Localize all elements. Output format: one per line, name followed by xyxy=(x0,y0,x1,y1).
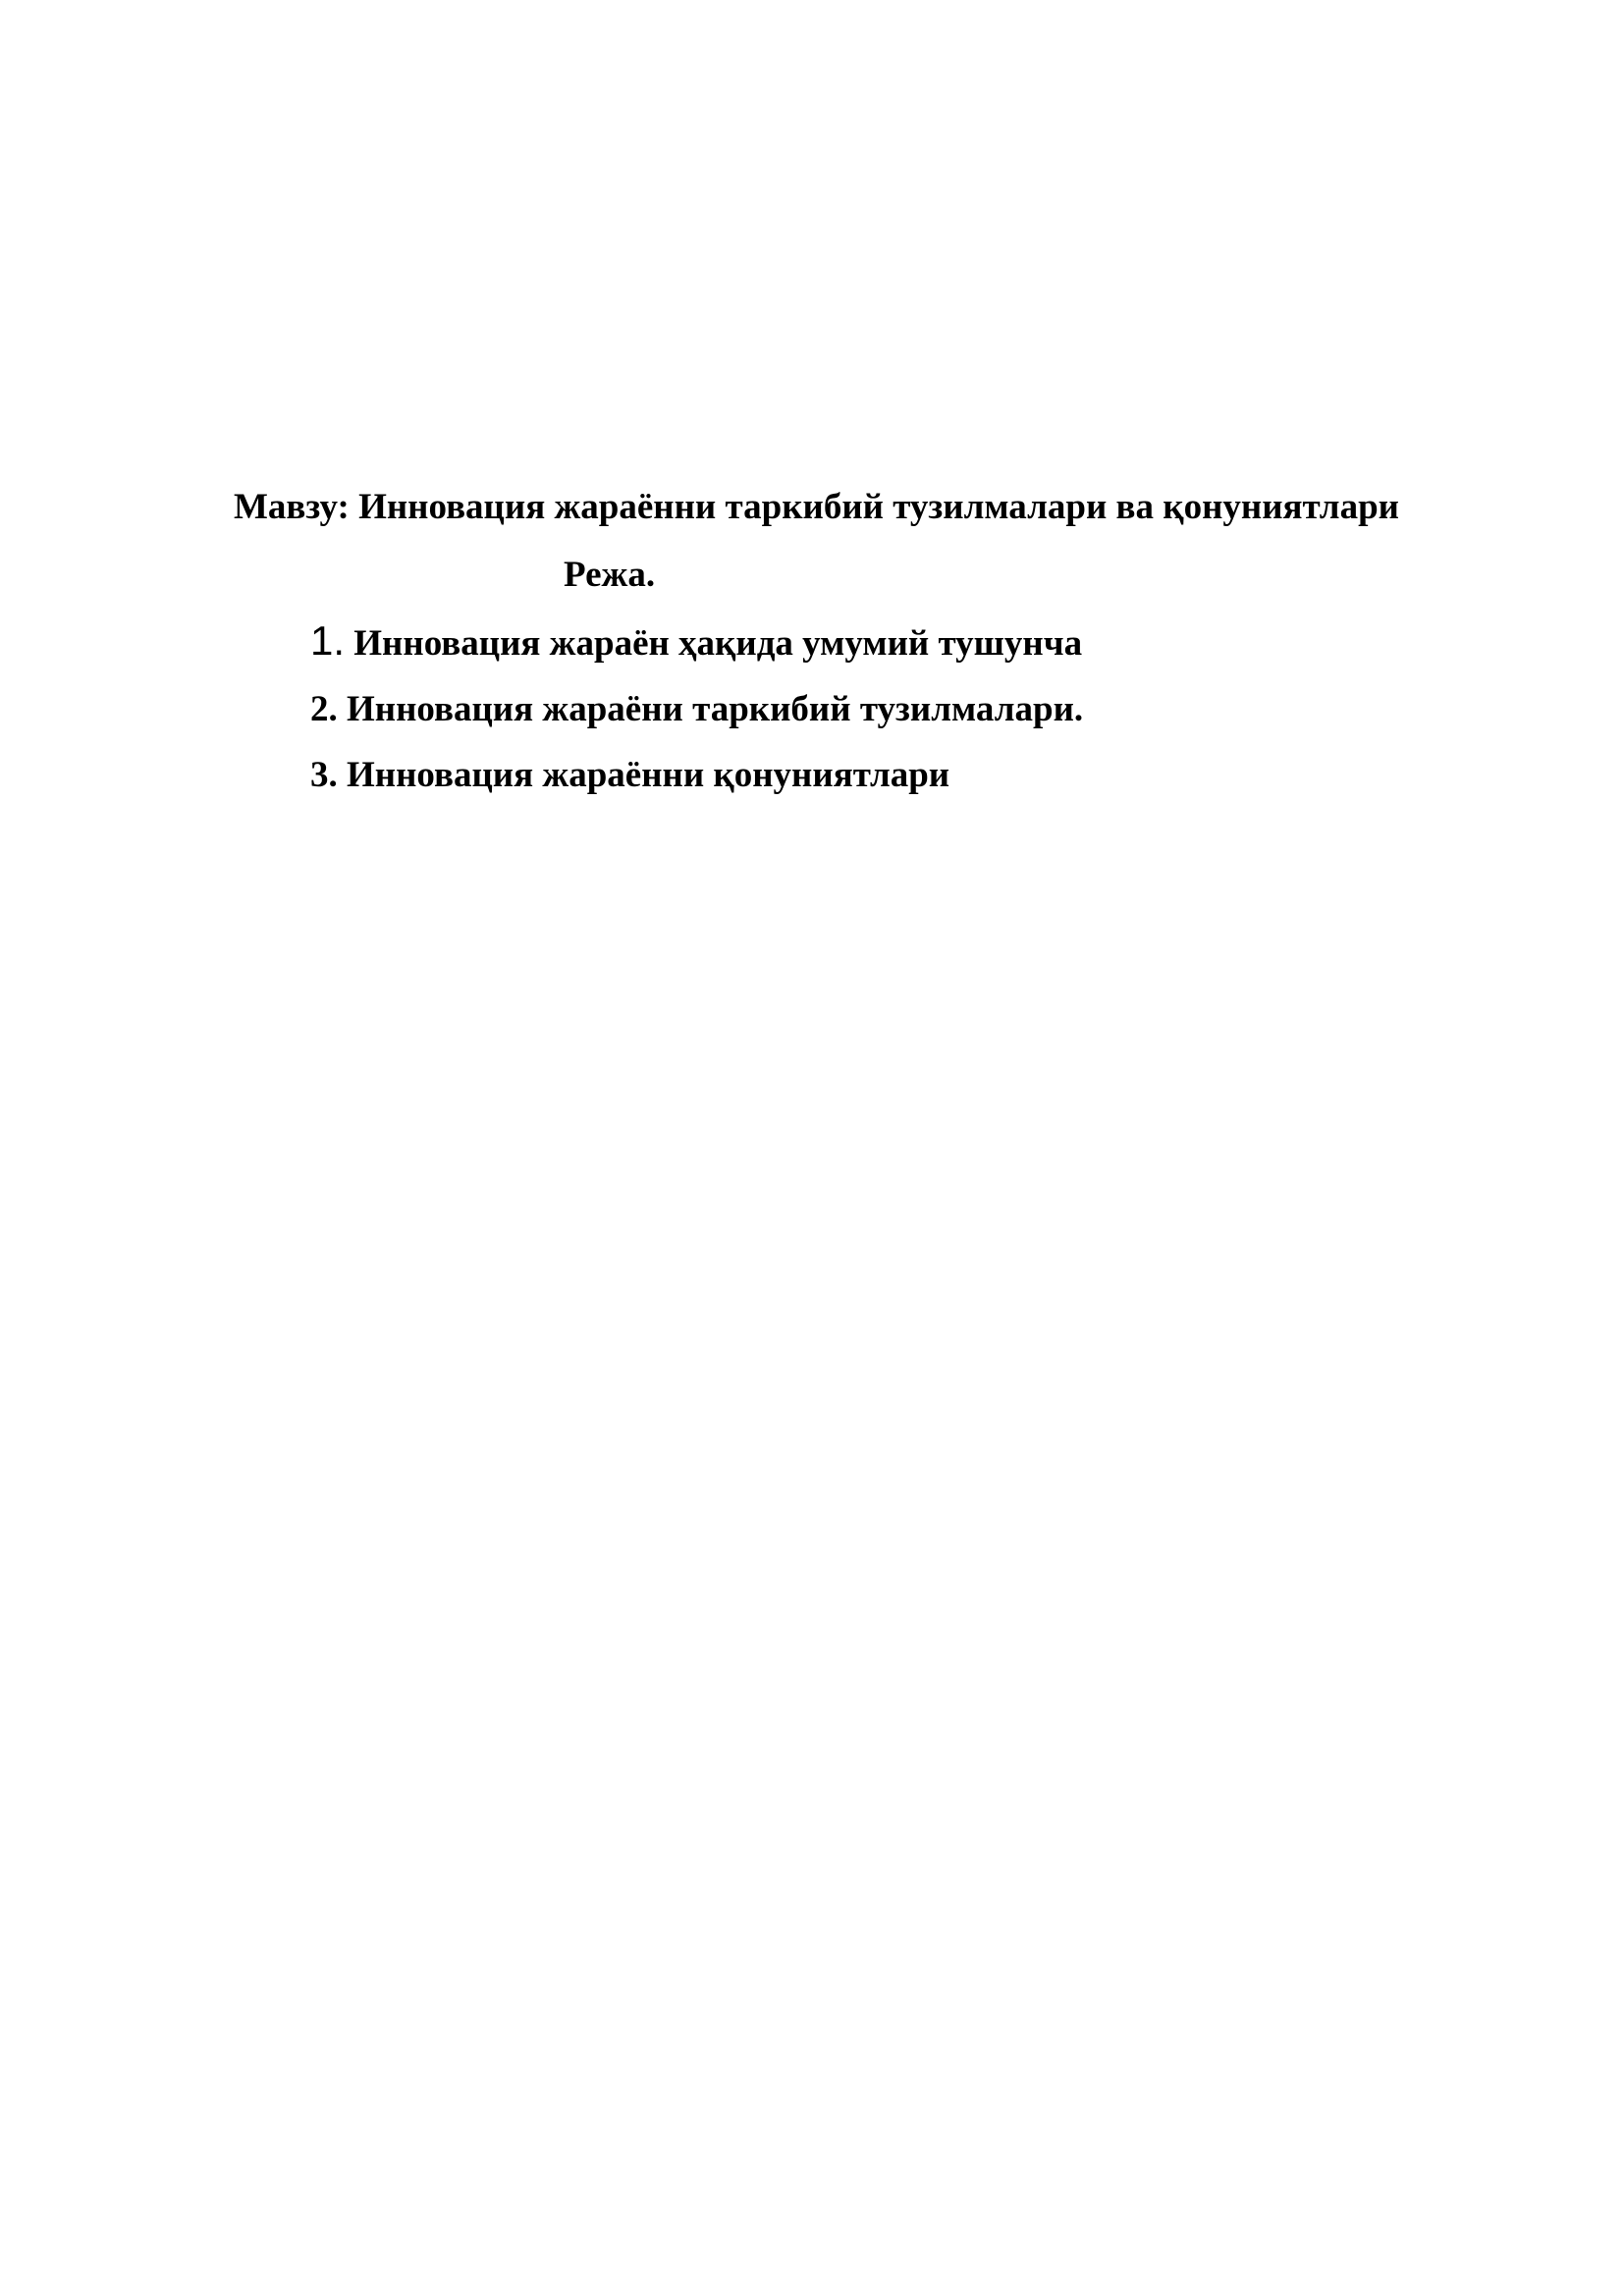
plan-heading: Режа. xyxy=(564,555,656,595)
plan-list xyxy=(310,616,1083,817)
plan-item-number: 1. xyxy=(310,617,346,664)
plan-item-number: 2. xyxy=(310,689,338,729)
plan-item-text: Инновация жараёни таркибий тузилмалари. xyxy=(337,689,1084,729)
plan-item-text: Инновация жараён ҳақида умумий тушунча xyxy=(345,623,1083,664)
plan-item-3 xyxy=(310,751,1083,800)
plan-item-1 xyxy=(310,616,1083,668)
plan-item-text: Инновация жараённи қонуниятлари xyxy=(337,755,950,795)
topic-title: Мавзу: Инновация жараённи таркибий тузилмалари ва қонуниятлари xyxy=(234,487,1399,527)
plan-item-2 xyxy=(310,685,1083,734)
plan-item-number: 3. xyxy=(310,755,338,795)
